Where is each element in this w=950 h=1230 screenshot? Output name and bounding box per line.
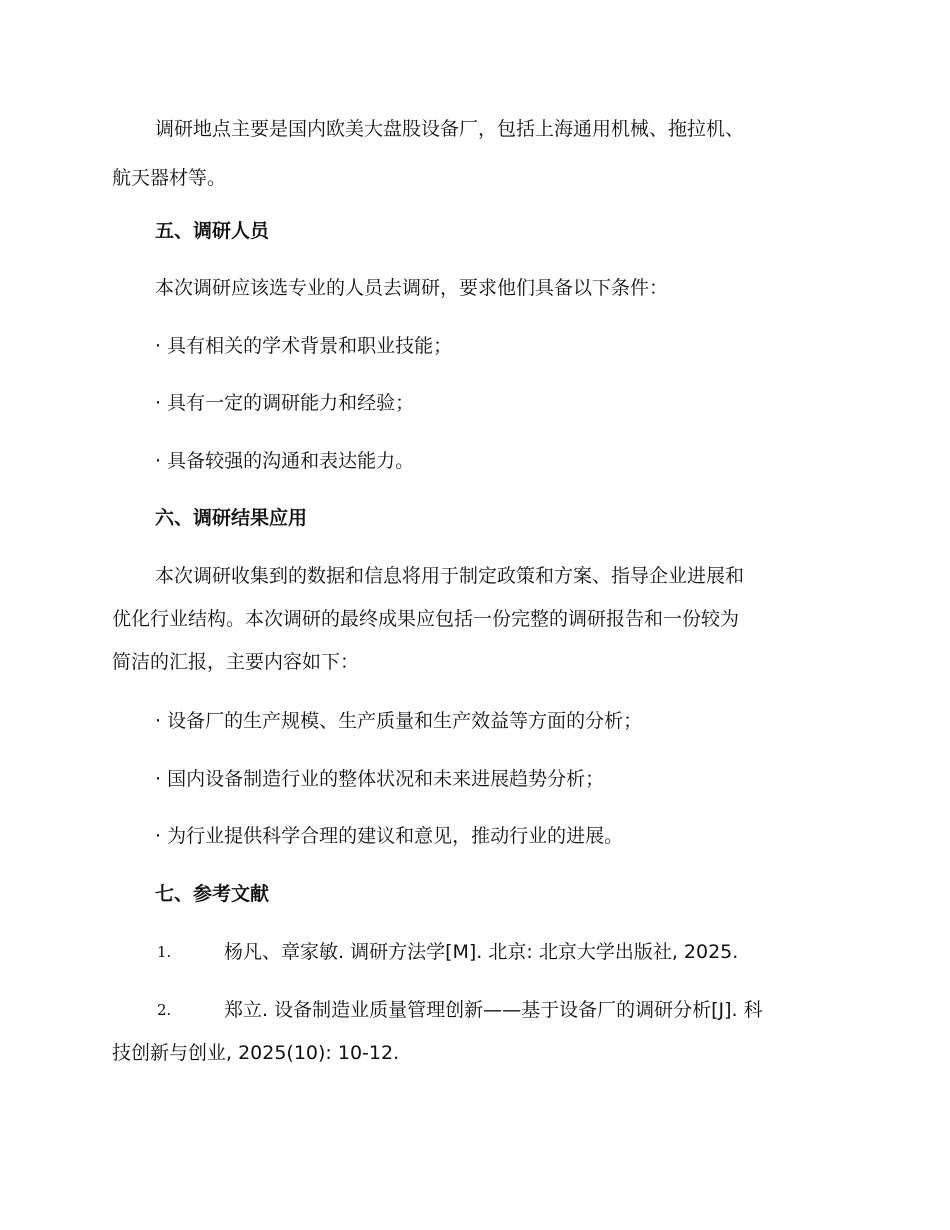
- list-item: · 为行业提供科学合理的建议和意见，推动行业的进展。: [155, 825, 624, 847]
- results-paragraph-line-1: 本次调研收集到的数据和信息将用于制定政策和方案、指导企业进展和: [155, 565, 745, 587]
- section-heading-personnel: 五、调研人员: [155, 220, 270, 242]
- intro-paragraph-line-2: 航天器材等。: [112, 167, 227, 189]
- list-item: · 具有相关的学术背景和职业技能；: [155, 335, 453, 357]
- list-item: · 国内设备制造行业的整体状况和未来进展趋势分析；: [155, 768, 605, 790]
- personnel-intro: 本次调研应该选专业的人员去调研，要求他们具备以下条件：: [155, 277, 669, 299]
- section-heading-results: 六、调研结果应用: [155, 507, 308, 529]
- reference-entry-2-line-2: 技创新与创业, 2025(10): 10-12.: [112, 1042, 400, 1064]
- reference-entry-1: 杨凡、章家敏. 调研方法学[M]. 北京: 北京大学出版社, 2025.: [224, 941, 739, 963]
- intro-paragraph-line-1: 调研地点主要是国内欧美大盘股设备厂，包括上海通用机械、拖拉机、: [155, 118, 745, 140]
- list-item: · 设备厂的生产规模、生产质量和生产效益等方面的分析；: [155, 710, 643, 732]
- results-paragraph-line-3: 简洁的汇报，主要内容如下：: [112, 651, 360, 673]
- reference-number: 1.: [157, 943, 172, 961]
- reference-entry-2-line-1: 郑立. 设备制造业质量管理创新——基于设备厂的调研分析[J]. 科: [224, 999, 763, 1021]
- results-paragraph-line-2: 优化行业结构。本次调研的最终成果应包括一份完整的调研报告和一份较为: [112, 608, 740, 630]
- reference-number: 2.: [157, 1001, 172, 1019]
- list-item: · 具有一定的调研能力和经验；: [155, 392, 415, 414]
- list-item: · 具备较强的沟通和表达能力。: [155, 450, 415, 472]
- section-heading-references: 七、参考文献: [155, 883, 270, 905]
